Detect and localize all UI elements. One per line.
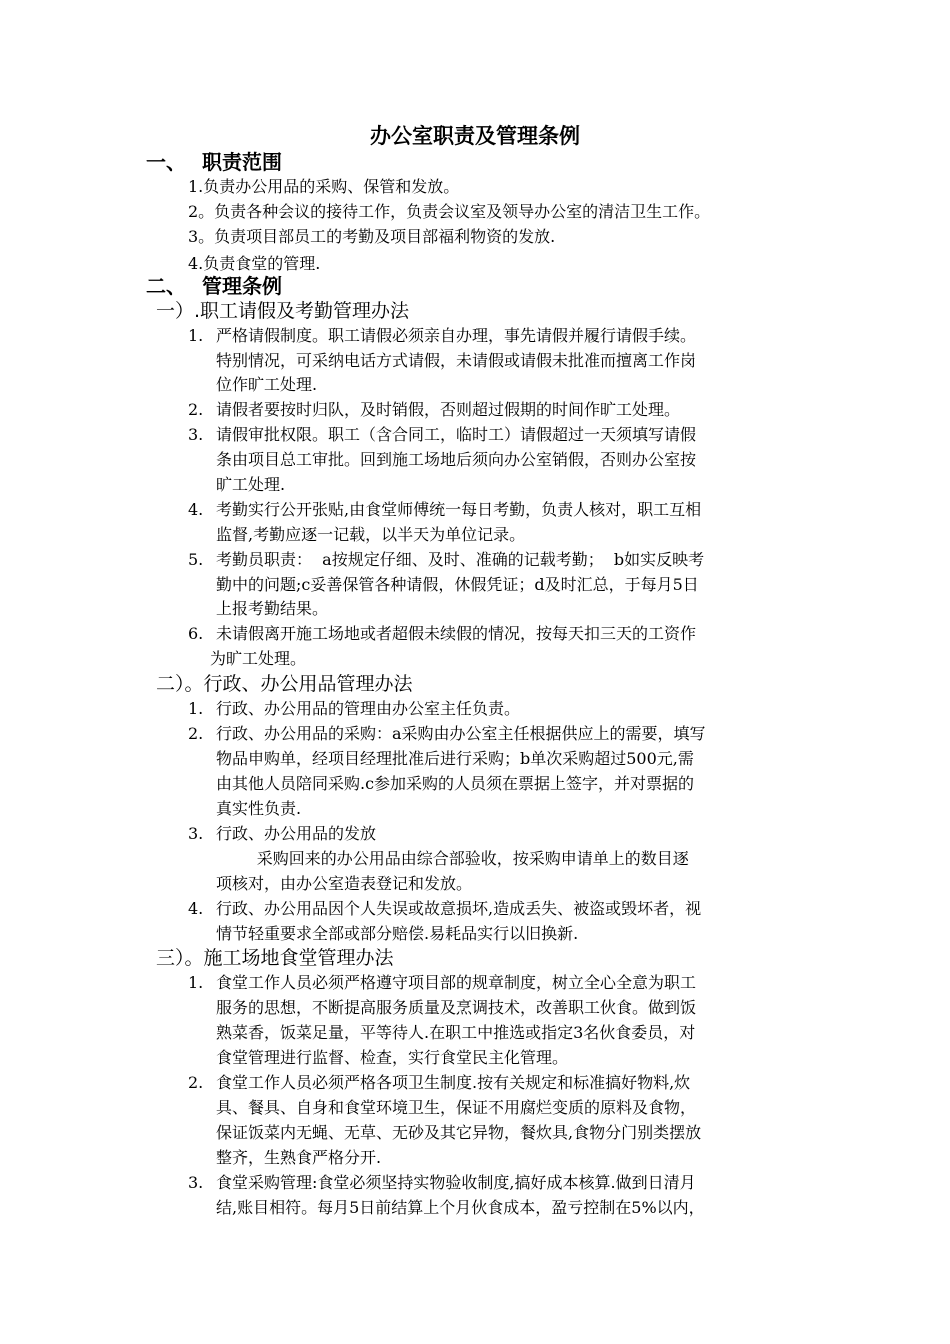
item-line: 请假审批权限。职工（含合同工，临时工）请假超过一天须填写请假 [216, 425, 697, 444]
duty-item: 3。负责项目部员工的考勤及项目部福利物资的发放. [188, 227, 556, 246]
item-line: 行政、办公用品的管理由办公室主任负责。 [216, 699, 521, 718]
item-line: 物品申购单，经项目经理批准后进行采购；b单次采购超过500元,需 [216, 749, 694, 768]
item-number: 2. [188, 400, 204, 419]
duty-item: 4.负责食堂的管理. [188, 254, 321, 273]
item-line: 考勤实行公开张贴,由食堂师傅统一每日考勤，负责人核对，职工互相 [216, 500, 702, 519]
section-heading-duties [146, 149, 282, 175]
item-line: 食堂工作人员必须严格各项卫生制度.按有关规定和标准搞好物料,炊 [216, 1073, 691, 1092]
item-number: 3. [188, 1173, 204, 1192]
item-line: 考勤员职责： a按规定仔细、及时、准确的记载考勤； b如实反映考 [216, 550, 705, 569]
item-line: 采购回来的办公用品由综合部验收，按采购申请单上的数目逐 [216, 849, 689, 868]
item-line: 真实性负责. [216, 799, 302, 818]
item-line: 条由项目总工审批。回到施工场地后须向办公室销假，否则办公室按 [216, 450, 697, 469]
item-line: 情节轻重要求全部或部分赔偿.易耗品实行以旧换新. [216, 924, 579, 943]
section-number: 二、 [146, 274, 186, 298]
item-number: 1. [188, 973, 204, 992]
item-number: 2. [188, 724, 204, 743]
section-heading-regulations [146, 273, 282, 299]
item-line: 整齐，生熟食严格分开. [216, 1148, 382, 1167]
subsection-heading-canteen: 三）。施工场地食堂管理办法 [156, 947, 394, 969]
item-number: 5. [188, 550, 204, 569]
item-line: 食堂管理进行监督、检查，实行食堂民主化管理。 [216, 1048, 569, 1067]
item-number: 4. [188, 899, 204, 918]
item-number: 3. [188, 824, 204, 843]
duty-item: 2。负责各种会议的接待工作，负责会议室及领导办公室的清洁卫生工作。 [188, 202, 711, 221]
item-line: 具、餐具、自身和食堂环境卫生，保证不用腐烂变质的原料及食物， [216, 1098, 697, 1117]
item-line: 服务的思想，不断提高服务质量及烹调技术，改善职工伙食。做到饭 [216, 998, 697, 1017]
item-number: 2. [188, 1073, 204, 1092]
item-number: 6. [188, 624, 204, 643]
section-title: 职责范围 [202, 150, 282, 174]
item-line: 保证饭菜内无蝇、无草、无砂及其它异物，餐炊具,食物分门别类摆放 [216, 1123, 702, 1142]
item-number: 1. [188, 699, 204, 718]
item-line: 监督,考勤应逐一记载，以半天为单位记录。 [216, 525, 526, 544]
section-title: 管理条例 [202, 274, 282, 298]
item-line: 请假者要按时归队，及时销假，否则超过假期的时间作旷工处理。 [216, 400, 681, 419]
item-line: 位作旷工处理. [216, 375, 318, 394]
document-title: 办公室职责及管理条例 [370, 124, 580, 148]
item-line: 由其他人员陪同采购.c参加采购的人员须在票据上签字，并对票据的 [216, 774, 695, 793]
item-number: 1. [188, 326, 204, 345]
subsection-heading-supplies: 二）。行政、办公用品管理办法 [156, 673, 413, 695]
item-line: 勤中的问题;c妥善保管各种请假，休假凭证；d及时汇总，于每月5日 [216, 575, 699, 594]
item-line: 旷工处理. [216, 475, 286, 494]
section-number: 一、 [146, 150, 186, 174]
item-line: 食堂采购管理:食堂必须坚持实物验收制度,搞好成本核算.做到日清月 [216, 1173, 696, 1192]
item-line: 未请假离开施工场地或者超假未续假的情况，按每天扣三天的工资作 [216, 624, 697, 643]
item-line: 食堂工作人员必须严格遵守项目部的规章制度，树立全心全意为职工 [216, 973, 697, 992]
item-line: 上报考勤结果。 [216, 599, 329, 618]
item-line: 结,账目相符。每月5日前结算上个月伙食成本，盈亏控制在5%以内， [216, 1198, 705, 1217]
item-line: 特别情况，可采纳电话方式请假，未请假或请假未批准而擅离工作岗 [216, 351, 697, 370]
duty-item: 1.负责办公用品的采购、保管和发放。 [188, 177, 460, 196]
item-number: 4. [188, 500, 204, 519]
item-line: 行政、办公用品因个人失误或故意损坏,造成丢失、被盗或毁坏者，视 [216, 899, 702, 918]
item-line: 行政、办公用品的发放 [216, 824, 377, 843]
item-line: 熟菜香，饭菜足量，平等待人.在职工中推选或指定3名伙食委员，对 [216, 1023, 696, 1042]
item-line: 严格请假制度。职工请假必须亲自办理，事先请假并履行请假手续。 [216, 326, 697, 345]
subsection-heading-leave: 一）.职工请假及考勤管理办法 [156, 300, 410, 322]
item-line: 为旷工处理。 [210, 649, 307, 668]
item-number: 3. [188, 425, 204, 444]
item-line: 项核对，由办公室造表登记和发放。 [216, 874, 473, 893]
item-line: 行政、办公用品的采购：a采购由办公室主任根据供应上的需要，填写 [216, 724, 706, 743]
